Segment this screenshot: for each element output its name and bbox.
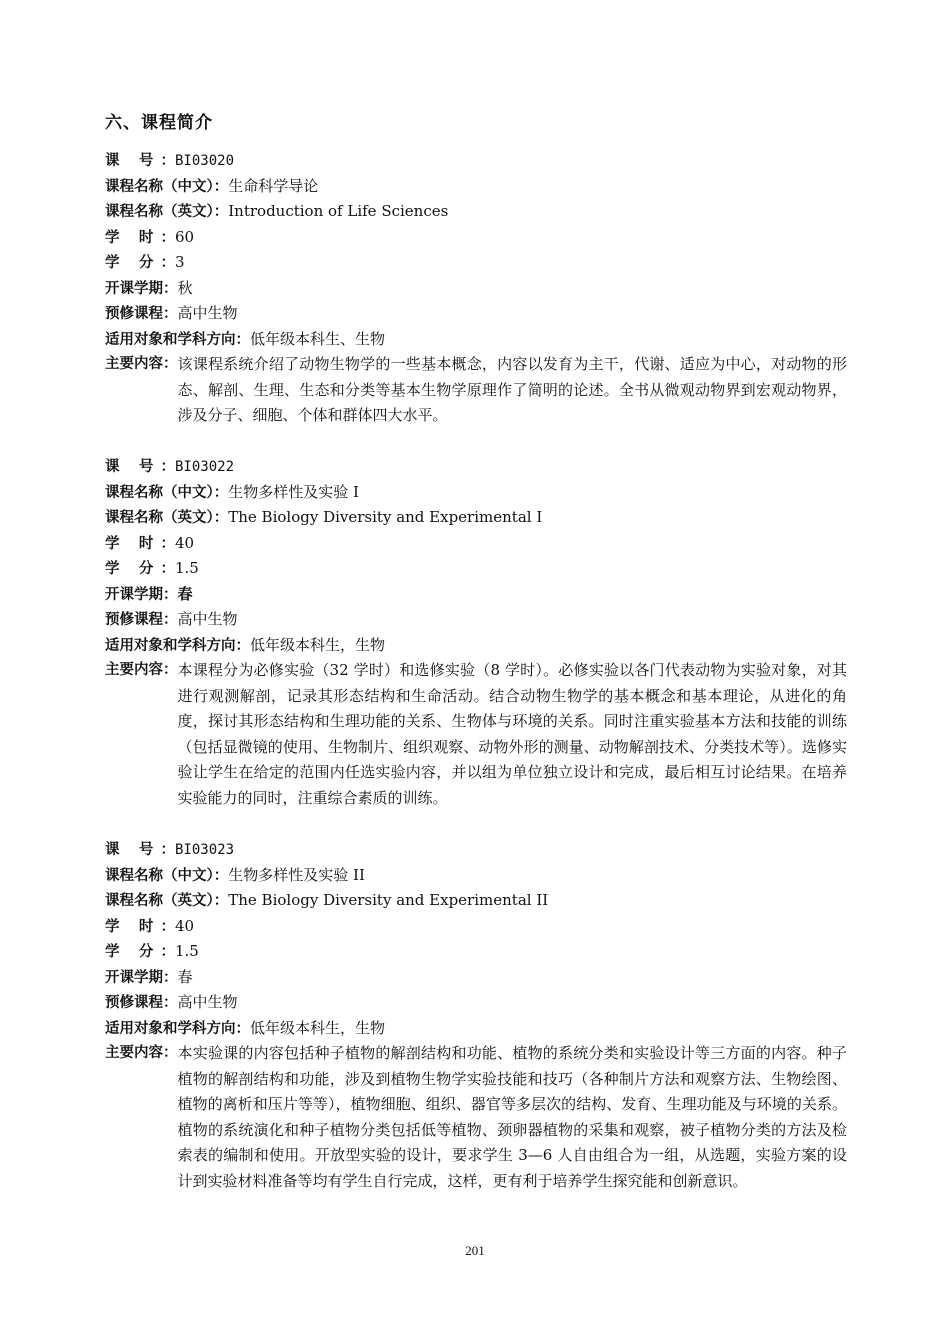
prereq-label: 预修课程：: [105, 995, 178, 1011]
hours-label: 学 时：: [105, 918, 175, 935]
course-prereq: 高中生物: [177, 304, 238, 322]
content-row: [105, 658, 847, 811]
audience-label: 适用对象和学科方向：: [105, 331, 250, 348]
term-row: [105, 582, 847, 608]
name-en-label: 课程名称（英文）：: [105, 893, 229, 909]
credits-label: 学 分：: [105, 255, 175, 271]
course-name-en: The Biology Diversity and Experimental I: [228, 508, 543, 526]
code-row: [105, 148, 847, 174]
hours-row: [105, 531, 847, 557]
content-row: [105, 1041, 847, 1194]
course-prereq: 高中生物: [177, 610, 238, 628]
code-row: [105, 837, 847, 863]
term-label: 开课学期：: [105, 280, 178, 297]
course-content: 该课程系统介绍了动物生物学的一些基本概念，内容以发育为主干，代谢、适应为中心，对动物的形态、解剖、生理、生态和分类等基本生物学原理作了简明的论述。全书从微观动物界到宏观动物界，涉及分子、细胞、个体和群体四大水平。: [177, 355, 847, 424]
course-name-en: Introduction of Life Sciences: [228, 202, 449, 220]
audience-row: [105, 327, 847, 353]
course-term: 秋: [177, 278, 193, 297]
credits-row: [105, 250, 847, 276]
course-credits: 3: [175, 253, 185, 271]
audience-row: [105, 1016, 847, 1042]
term-label: 开课学期：: [105, 586, 178, 603]
page-number: 201: [465, 1243, 485, 1258]
prereq-label: 预修课程：: [105, 612, 178, 628]
credits-label: 学 分：: [105, 944, 175, 960]
name-cn-label: 课程名称（中文）：: [105, 867, 229, 884]
course-entry: [105, 454, 847, 811]
hours-row: [105, 225, 847, 251]
course-hours: 40: [175, 533, 195, 552]
course-name-cn: 生物多样性及实验 II: [228, 865, 365, 884]
course-code: BI03020: [175, 153, 235, 169]
name-en-label: 课程名称（英文）：: [105, 510, 229, 526]
hours-label: 学 时：: [105, 229, 175, 246]
code-label: 课 号：: [105, 153, 175, 169]
course-code: BI03023: [175, 842, 235, 858]
term-row: [105, 276, 847, 302]
course-credits: 1.5: [175, 559, 199, 577]
course-hours: 60: [175, 227, 195, 246]
course-term: 春: [177, 967, 193, 986]
course-content: 本实验课的内容包括种子植物的解剖结构和功能、植物的系统分类和实验设计等三方面的内容。种子植物的解剖结构和功能，涉及到植物生物学实验技能和技巧（各种制片方法和观察方法、生物绘图、植物的离析和压片等等），植物细胞、组织、器官等多层次的结构、发育、生理功能及与环境的关系。植物的系统演化和种子植物分类包括低等植物、颈卵器植物的采集和观察，被子植物分类的方法及检索表的编制和使用。开放型实验的设计，要求学生 3—6 人自由组合为一组，从选题，实验方案的设计到实验材料准备等均有学生自行完成，这样，更有利于培养学生探究能和创新意识。: [177, 1044, 847, 1190]
term-row: [105, 965, 847, 991]
course-entry: [105, 837, 847, 1194]
name-cn-row: [105, 480, 847, 506]
course-name-cn: 生物多样性及实验 I: [228, 482, 359, 501]
course-credits: 1.5: [175, 942, 199, 960]
name-en-row: [105, 505, 847, 531]
name-en-row: [105, 888, 847, 914]
course-audience: 低年级本科生、生物: [250, 329, 386, 348]
course-audience: 低年级本科生，生物: [250, 1018, 386, 1037]
content-row: [105, 352, 847, 429]
audience-label: 适用对象和学科方向：: [105, 1020, 250, 1037]
audience-row: [105, 633, 847, 659]
course-name-en: The Biology Diversity and Experimental II: [228, 891, 549, 909]
course-content: 本课程分为必修实验（32 学时）和选修实验（8 学时）。必修实验以各门代表动物为实验对象，对其进行观测解剖，记录其形态结构和生命活动。结合动物生物学的基本概念和基本理论，从进化的角度，探讨其形态结构和生理功能的关系、生物体与环境的关系。同时注重实验基本方法和技能的训练（包括显微镜的使用、生物制片、组织观察、动物外形的测量、动物解剖技术、分类技术等）。选修实验让学生在给定的范围内任选实验内容，并以组为单位独立设计和完成，最后相互讨论结果。在培养实验能力的同时，注重综合素质的训练。: [177, 661, 847, 807]
content-label: 主要内容：: [105, 1045, 178, 1061]
hours-row: [105, 914, 847, 940]
content-label: 主要内容：: [105, 356, 178, 372]
code-label: 课 号：: [105, 459, 175, 475]
credits-label: 学 分：: [105, 561, 175, 577]
name-en-label: 课程名称（英文）：: [105, 204, 229, 220]
credits-row: [105, 939, 847, 965]
credits-row: [105, 556, 847, 582]
prereq-row: [105, 607, 847, 633]
course-entry: [105, 148, 847, 429]
name-cn-label: 课程名称（中文）：: [105, 178, 229, 195]
name-cn-row: [105, 174, 847, 200]
name-en-row: [105, 199, 847, 225]
code-row: [105, 454, 847, 480]
course-hours: 40: [175, 916, 195, 935]
name-cn-label: 课程名称（中文）：: [105, 484, 229, 501]
hours-label: 学 时：: [105, 535, 175, 552]
course-name-cn: 生命科学导论: [228, 176, 319, 195]
content-label: 主要内容：: [105, 662, 178, 678]
prereq-row: [105, 990, 847, 1016]
audience-label: 适用对象和学科方向：: [105, 637, 250, 654]
course-code: BI03022: [175, 459, 235, 475]
course-term: 春: [177, 584, 193, 603]
course-audience: 低年级本科生，生物: [250, 635, 386, 654]
section-title: 六、课程简介: [105, 113, 213, 133]
code-label: 课 号：: [105, 842, 175, 858]
name-cn-row: [105, 863, 847, 889]
term-label: 开课学期：: [105, 969, 178, 986]
course-prereq: 高中生物: [177, 993, 238, 1011]
prereq-label: 预修课程：: [105, 306, 178, 322]
prereq-row: [105, 301, 847, 327]
